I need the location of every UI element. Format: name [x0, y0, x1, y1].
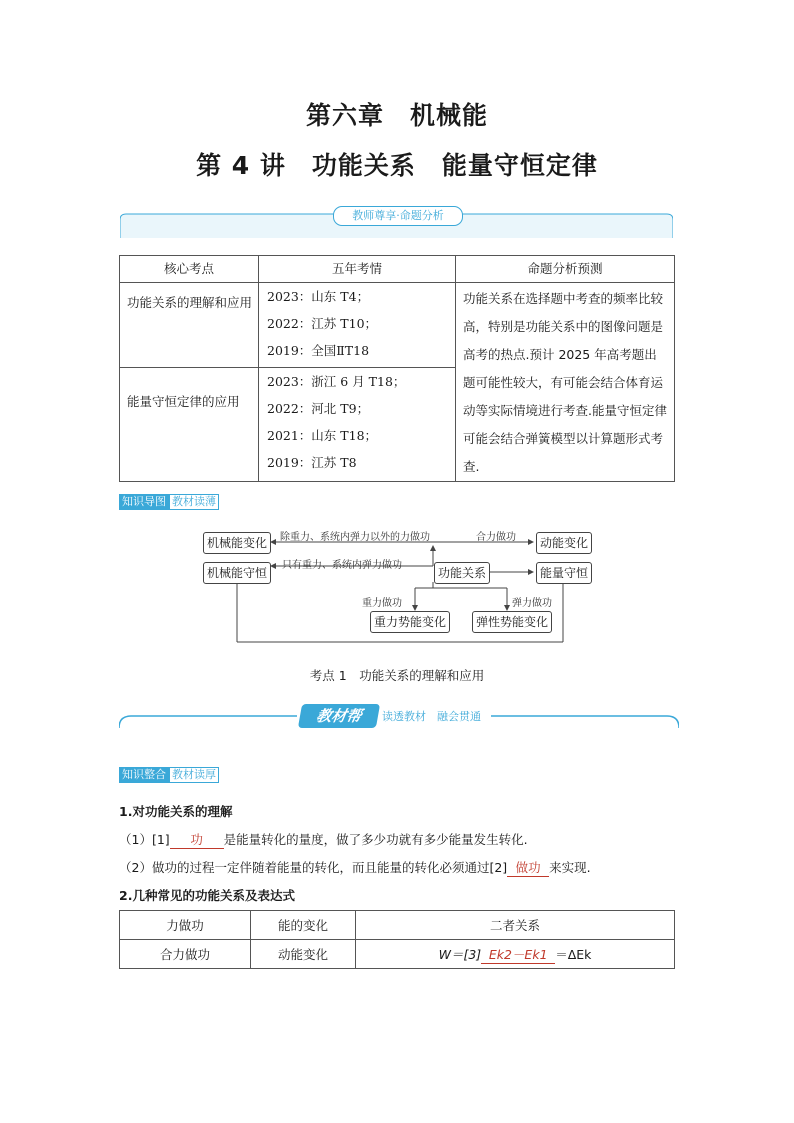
year-line: 2019：全国ⅡT18	[267, 343, 370, 358]
answer-3: Ek2－Ek1	[481, 945, 555, 964]
box-gravitational-pe-change: 重力势能变化	[370, 611, 450, 633]
box-elastic-pe-change: 弹性势能变化	[472, 611, 552, 633]
tag-primary: 知识整合	[119, 767, 169, 783]
header-force-work: 力做功	[120, 911, 251, 940]
label-other-force-work: 除重力、系统内弹力以外的力做功	[280, 532, 430, 543]
tag-knowledge-map	[119, 494, 219, 510]
label-gravity-work: 重力做功	[362, 598, 402, 609]
box-work-energy-relation: 功能关系	[434, 562, 490, 584]
box-mechanical-energy-conservation: 机械能守恒	[203, 562, 271, 584]
cell-net-force-work: 合力做功	[120, 940, 251, 969]
tag-secondary: 教材读厚	[169, 767, 219, 783]
item1-prefix: （1）[1]	[119, 832, 170, 847]
box-energy-conservation: 能量守恒	[536, 562, 592, 584]
formula-suffix: ＝ΔEk	[555, 946, 592, 962]
header-relation: 二者关系	[356, 911, 675, 940]
jcb-subtitle: 读透教材 融会贯通	[382, 710, 481, 723]
section2-heading: 2.几种常见的功能关系及表达式	[119, 888, 295, 903]
year-line: 2021：山东 T18；	[267, 427, 378, 443]
topic-cell	[120, 367, 259, 481]
box-mechanical-energy-change: 机械能变化	[203, 532, 271, 554]
label-only-gravity-work: 只有重力、系统内弹力做功	[282, 560, 402, 571]
tag-knowledge-integration	[119, 767, 219, 783]
tag-secondary: 教材读薄	[169, 494, 219, 510]
jcb-badge: 教材帮	[298, 704, 380, 728]
years-cell	[259, 367, 456, 481]
section-title-kaodian: 考点 1 功能关系的理解和应用	[309, 668, 485, 683]
lecture-title: 第 4 讲 功能关系 能量守恒定律	[196, 151, 598, 180]
formula-prefix: W＝[3]	[438, 946, 482, 962]
item2-suffix: 来实现.	[549, 860, 591, 875]
year-line: 2022：河北 T9；	[267, 400, 370, 416]
item2-prefix: （2）做功的过程一定伴随着能量的转化，而且能量的转化必须通过[2]	[119, 860, 508, 875]
section1-item2	[119, 858, 591, 877]
topic-cell	[120, 283, 259, 368]
header-years: 五年考情	[259, 256, 456, 283]
chapter-title: 第六章 机械能	[305, 101, 488, 130]
section1-item1	[119, 830, 528, 849]
relation-table	[119, 910, 675, 969]
answer-2: 做功	[507, 858, 549, 877]
item1-suffix: 是能量转化的量度，做了多少功就有多少能量发生转化.	[223, 832, 528, 847]
analysis-table	[119, 255, 675, 482]
year-line: 2023：浙江 6 月 T18；	[267, 373, 406, 389]
section1-heading: 1.对功能关系的理解	[119, 804, 233, 819]
topic-text: 功能关系的理解和应用	[127, 295, 253, 310]
answer-1: 功	[170, 830, 224, 849]
cell-kinetic-energy-change: 动能变化	[251, 940, 356, 969]
box-kinetic-energy-change: 动能变化	[536, 532, 592, 554]
prediction-cell	[456, 283, 675, 482]
years-cell	[259, 283, 456, 368]
year-line: 2023：山东 T4；	[267, 289, 370, 304]
header-energy-change: 能的变化	[251, 911, 356, 940]
banner-label: 教师尊享·命题分析	[333, 206, 463, 226]
year-line: 2019：江苏 T8	[267, 454, 357, 470]
label-net-force-work: 合力做功	[476, 532, 516, 543]
header-topic: 核心考点	[120, 256, 259, 283]
tag-primary: 知识导图	[119, 494, 169, 510]
topic-text: 能量守恒定律的应用	[127, 393, 240, 409]
year-line: 2022：江苏 T10；	[267, 316, 378, 331]
header-prediction: 命题分析预测	[456, 256, 675, 283]
cell-relation-formula	[356, 940, 675, 969]
prediction-text: 功能关系在选择题中考查的频率比较高，特别是功能关系中的图像问题是高考的热点.预计 2025 年高考题出题可能性较大，有可能会结合体育运动等实际情境进行考查.能量守恒定律可能会结合弹簧模型以计算题形式考查.	[463, 291, 667, 474]
label-spring-work: 弹力做功	[512, 598, 552, 609]
